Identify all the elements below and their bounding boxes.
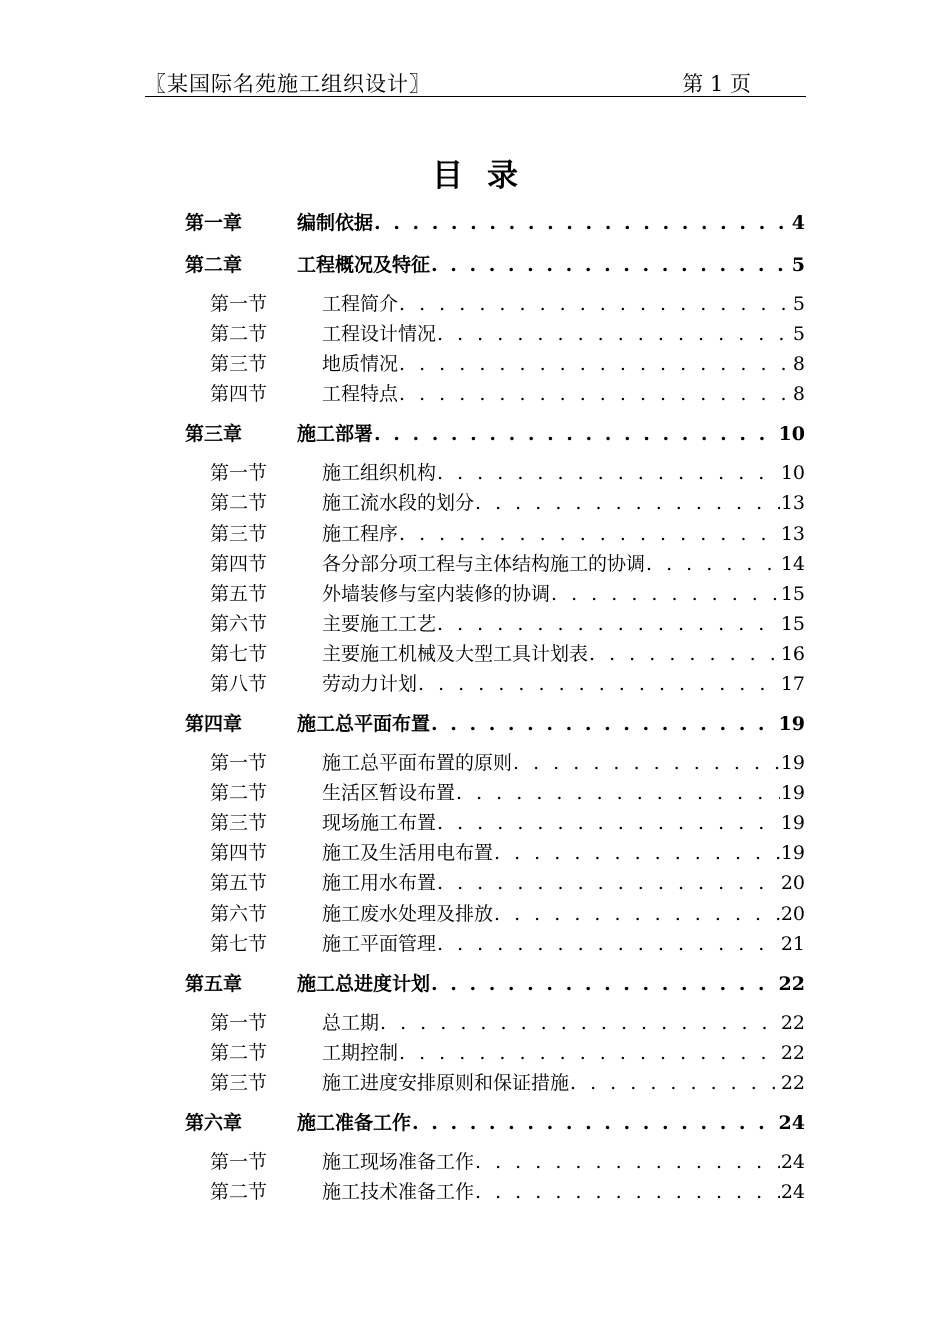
toc-entry-page: 19 (780, 782, 805, 805)
toc-entry-title: 外墙装修与室内装修的协调 (322, 582, 551, 605)
toc-entry-number: 第六章 (185, 1111, 243, 1134)
toc-section-entry[interactable] (210, 458, 805, 485)
toc-section-entry[interactable] (210, 748, 805, 775)
toc-entry-number: 第二节 (210, 492, 268, 515)
toc-entry-page: 20 (780, 902, 805, 925)
toc-entry-title: 施工及生活用电布置 (322, 842, 494, 865)
toc-section-entry[interactable] (210, 899, 805, 926)
dot-leader (418, 673, 780, 695)
dot-leader (431, 973, 778, 995)
toc-entry-page: 22 (780, 1011, 805, 1034)
toc-entry-title: 现场施工布置 (322, 812, 437, 835)
toc-section-entry[interactable] (210, 1177, 805, 1204)
toc-entry-title: 施工部署 (297, 423, 374, 446)
toc-entry-number: 第四节 (210, 842, 268, 865)
toc-entry-title: 地质情况 (322, 353, 399, 376)
toc-entry-page: 10 (780, 462, 805, 485)
toc-entry-number: 第一节 (210, 462, 268, 485)
toc-entry-number: 第一节 (210, 1150, 268, 1173)
toc-entry-number: 第四节 (210, 383, 268, 406)
toc-entry-page: 14 (780, 552, 805, 575)
dot-leader (399, 523, 780, 545)
toc-section-entry[interactable] (210, 808, 805, 835)
toc-entry-title: 编制依据 (297, 212, 374, 234)
toc-entry-number: 第三节 (210, 812, 268, 835)
toc-entry-page: 24 (780, 1180, 805, 1203)
toc-entry-number: 第四节 (210, 552, 268, 575)
dot-leader (399, 383, 792, 405)
dot-leader (646, 553, 780, 575)
toc-entry-page: 13 (780, 522, 805, 545)
toc-entry-title: 施工总平面布置的原则 (322, 752, 513, 774)
toc-entry-title: 施工流水段的划分 (322, 492, 475, 515)
toc-entry-number: 第五章 (185, 972, 243, 995)
toc-section-entry[interactable] (210, 549, 805, 576)
toc-section-entry[interactable] (210, 579, 805, 606)
toc-entry-title: 劳动力计划 (322, 673, 418, 695)
toc-entry-page: 19 (780, 812, 805, 835)
toc-entry-page: 21 (780, 932, 805, 955)
toc-entry-title: 施工废水处理及排放 (322, 902, 494, 925)
toc-entry-title: 施工技术准备工作 (322, 1180, 475, 1203)
toc-entry-number: 第五节 (210, 582, 268, 605)
toc-entry-title: 施工用水布置 (322, 872, 437, 895)
toc-entry-title: 施工现场准备工作 (322, 1150, 475, 1173)
dot-leader (399, 1042, 780, 1064)
dot-leader (475, 1181, 780, 1203)
toc-title: 目录 (432, 158, 542, 194)
toc-section-entry[interactable] (210, 1068, 805, 1095)
toc-section-entry[interactable] (210, 519, 805, 546)
dot-leader (589, 643, 780, 665)
toc-entry-page: 24 (778, 1111, 805, 1134)
toc-entry-title: 生活区暂设布置 (322, 782, 456, 805)
toc-entry-title: 工程概况及特征 (297, 254, 431, 276)
toc-entry-page: 8 (792, 383, 805, 406)
dot-leader (437, 462, 780, 484)
dot-leader (570, 1072, 780, 1094)
toc-entry-number: 第一节 (210, 752, 268, 774)
dot-leader (437, 812, 780, 834)
page-header (145, 66, 806, 97)
dot-leader (374, 212, 791, 234)
dot-leader (437, 323, 792, 345)
dot-leader (431, 713, 778, 735)
toc-entry-number: 第四章 (185, 713, 243, 735)
toc-section-entry[interactable] (210, 488, 805, 515)
toc-section-entry[interactable] (210, 349, 805, 376)
toc-entry-number: 第七节 (210, 642, 268, 665)
toc-entry-title: 工期控制 (322, 1041, 399, 1064)
toc-section-entry[interactable] (210, 868, 805, 895)
toc-entry-page: 20 (780, 872, 805, 895)
toc-entry-title: 施工准备工作 (297, 1111, 412, 1134)
toc-entry-title: 总工期 (322, 1011, 380, 1034)
toc-section-entry[interactable] (210, 669, 805, 696)
toc-section-entry[interactable] (210, 639, 805, 666)
toc-entry-number: 第六节 (210, 902, 268, 925)
toc-entry-title: 工程简介 (322, 293, 399, 315)
dot-leader (374, 423, 778, 445)
toc-entry-number: 第三章 (185, 423, 243, 446)
page-number: 第 1 页 (682, 72, 751, 96)
dot-leader (437, 933, 780, 955)
toc-section-entry[interactable] (210, 838, 805, 865)
dot-leader (412, 1112, 778, 1134)
toc-entry-page: 16 (780, 642, 805, 665)
toc-entry-page: 19 (780, 842, 805, 865)
toc-entry-page: 17 (780, 673, 805, 695)
toc-section-entry[interactable] (210, 1038, 805, 1065)
toc-entry-number: 第六节 (210, 612, 268, 635)
toc-entry-page: 22 (778, 972, 805, 995)
dot-leader (494, 903, 780, 925)
dot-leader (513, 752, 780, 774)
toc-chapter-entry[interactable] (185, 1108, 805, 1135)
toc-section-entry[interactable] (210, 289, 805, 316)
dot-leader (551, 583, 780, 605)
toc-entry-page: 5 (792, 323, 805, 346)
toc-entry-page: 13 (780, 492, 805, 515)
toc-entry-number: 第二章 (185, 254, 243, 276)
toc-chapter-entry[interactable] (185, 709, 805, 736)
toc-entry-number: 第一节 (210, 1011, 268, 1034)
toc-entry-title: 施工程序 (322, 522, 399, 545)
toc-entry-number: 第八节 (210, 673, 268, 695)
toc-entry-title: 施工平面管理 (322, 932, 437, 955)
toc-entry-number: 第二节 (210, 782, 268, 805)
toc-entry-number: 第二节 (210, 323, 268, 346)
toc-entry-number: 第二节 (210, 1041, 268, 1064)
toc-section-entry[interactable] (210, 1008, 805, 1035)
toc-entry-number: 第三节 (210, 353, 268, 376)
toc-entry-title: 施工总平面布置 (297, 713, 431, 735)
toc-entry-number: 第三节 (210, 1071, 268, 1094)
toc-entry-page: 10 (778, 423, 805, 446)
toc-entry-title: 各分部分项工程与主体结构施工的协调 (322, 552, 646, 575)
dot-leader (437, 613, 780, 635)
toc-section-entry[interactable] (210, 1147, 805, 1174)
toc-entry-page: 5 (791, 254, 805, 276)
toc-entry-number: 第二节 (210, 1180, 268, 1203)
toc-entry-page: 4 (791, 212, 805, 234)
toc-entry-page: 19 (780, 752, 805, 774)
toc-entry-page: 15 (780, 582, 805, 605)
toc-entry-number: 第一章 (185, 212, 243, 234)
toc-entry-page: 19 (778, 713, 805, 735)
dot-leader (399, 353, 792, 375)
toc-entry-page: 5 (792, 293, 805, 315)
toc-chapter-entry[interactable] (185, 250, 805, 277)
toc-entry-title: 主要施工机械及大型工具计划表 (322, 642, 589, 665)
dot-leader (431, 254, 791, 276)
dot-leader (494, 842, 780, 864)
toc-entry-title: 工程特点 (322, 383, 399, 406)
toc-entry-title: 工程设计情况 (322, 323, 437, 346)
toc-section-entry[interactable] (210, 319, 805, 346)
toc-chapter-entry[interactable] (185, 419, 805, 446)
toc-entry-number: 第七节 (210, 932, 268, 955)
toc-section-entry[interactable] (210, 929, 805, 956)
document-title: 〖某国际名苑施工组织设计〗 (145, 72, 431, 96)
toc-entry-number: 第一节 (210, 293, 268, 315)
dot-leader (475, 1151, 780, 1173)
toc-section-entry[interactable] (210, 778, 805, 805)
dot-leader (380, 1012, 780, 1034)
toc-entry-page: 8 (792, 353, 805, 376)
toc-chapter-entry[interactable] (185, 969, 805, 996)
toc-entry-title: 施工总进度计划 (297, 972, 431, 995)
toc-entry-page: 15 (780, 612, 805, 635)
toc-entry-title: 施工组织机构 (322, 462, 437, 485)
dot-leader (475, 492, 780, 514)
toc-entry-title: 施工进度安排原则和保证措施 (322, 1071, 570, 1094)
toc-entry-page: 22 (780, 1041, 805, 1064)
toc-chapter-entry[interactable] (185, 208, 805, 235)
dot-leader (437, 872, 780, 894)
toc-entry-title: 主要施工工艺 (322, 612, 437, 635)
dot-leader (456, 782, 780, 804)
toc-entry-page: 22 (780, 1071, 805, 1094)
toc-entry-number: 第三节 (210, 522, 268, 545)
toc-entry-number: 第五节 (210, 872, 268, 895)
toc-entry-page: 24 (780, 1150, 805, 1173)
toc-section-entry[interactable] (210, 379, 805, 406)
toc-section-entry[interactable] (210, 609, 805, 636)
dot-leader (399, 293, 792, 315)
